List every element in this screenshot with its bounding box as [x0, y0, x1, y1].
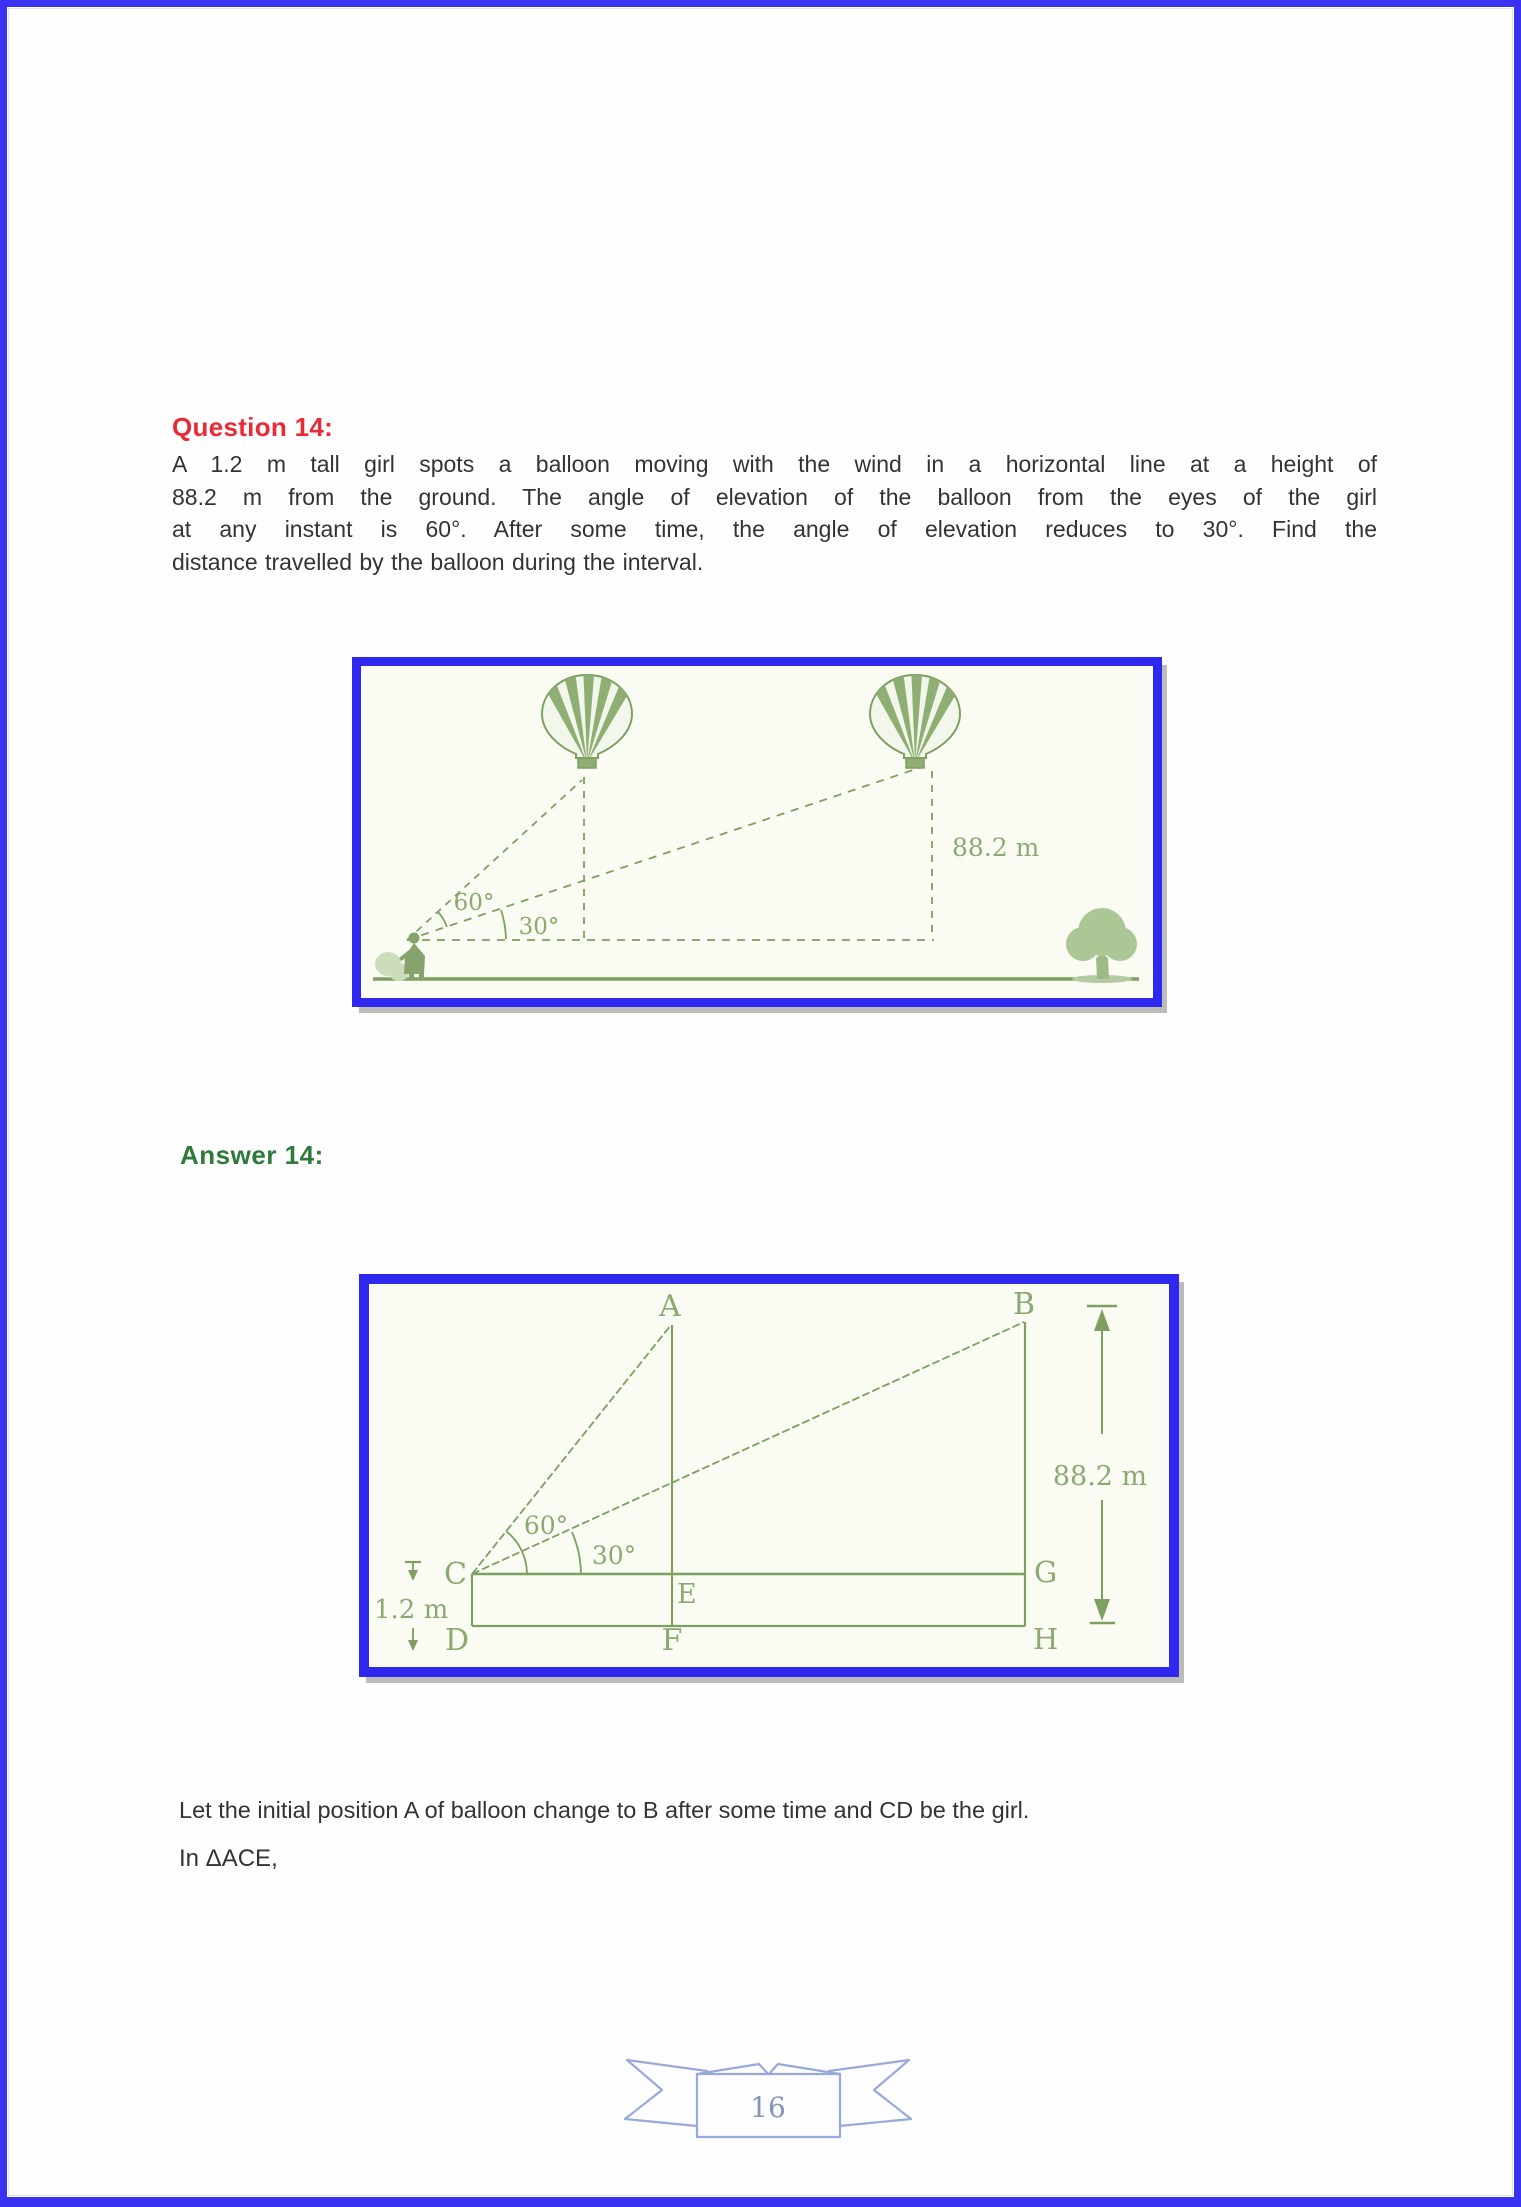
- page-number: 16: [750, 2091, 786, 2124]
- question-text-line: at any instant is 60°. After some time, the angle of elevation reduces to 30°. Find the: [172, 516, 1377, 542]
- height-88-label: 88.2 m: [1052, 1461, 1148, 1492]
- question-paragraph: [172, 448, 1377, 578]
- solution-line: In ΔACE,: [179, 1845, 278, 1872]
- tree-icon: [1066, 908, 1137, 983]
- angle-30-label: 30°: [518, 914, 560, 940]
- question-heading: Question 14:: [172, 412, 334, 442]
- balloon-icon: [861, 666, 971, 768]
- answer-figure-svg: [369, 1284, 1169, 1667]
- angle-arc-30: [572, 1532, 581, 1574]
- answer-heading: Answer 14:: [180, 1140, 324, 1170]
- ribbon-svg: [619, 2055, 917, 2147]
- angle-arc-30: [501, 910, 506, 939]
- angle-arc-60: [438, 912, 447, 927]
- ribbon-left-wing: [625, 2060, 707, 2127]
- question-text-line: 88.2 m from the ground. The angle of elevation of the balloon from the eyes of the girl: [172, 483, 1377, 510]
- angle-60-label: 60°: [523, 1511, 569, 1540]
- question-text-line: distance travelled by the balloon during the interval.: [172, 548, 704, 575]
- angle-30-label: 30°: [591, 1541, 637, 1570]
- question-figure: [352, 657, 1162, 1007]
- solution-line: Let the initial position A of balloon change to B after some time and CD be the girl.: [179, 1797, 1030, 1823]
- ribbon-fold-lines: [697, 2064, 840, 2074]
- ribbon-right-wing: [829, 2060, 911, 2127]
- point-label-F: F: [661, 1623, 683, 1658]
- height-12-label: 1.2 m: [374, 1595, 449, 1625]
- point-label-A: A: [659, 1289, 681, 1324]
- question-figure-svg: [361, 666, 1153, 998]
- line-CA: [472, 1325, 671, 1574]
- question-text-line: A 1.2 m tall girl spots a balloon moving with the wind in a horizontal line at a height of: [172, 451, 1377, 477]
- point-label-E: E: [677, 1579, 697, 1610]
- angle-60-label: 60°: [453, 890, 495, 916]
- girl-icon: [375, 933, 425, 982]
- page-number-ribbon: [619, 2055, 917, 2147]
- point-label-C: C: [444, 1557, 467, 1592]
- point-label-B: B: [1012, 1287, 1036, 1322]
- point-label-D: D: [444, 1623, 470, 1658]
- height-88-label: 88.2 m: [952, 833, 1040, 862]
- point-label-H: H: [1033, 1622, 1059, 1656]
- point-label-G: G: [1034, 1555, 1058, 1589]
- answer-figure: [359, 1274, 1179, 1677]
- balloon-icon: [533, 666, 643, 768]
